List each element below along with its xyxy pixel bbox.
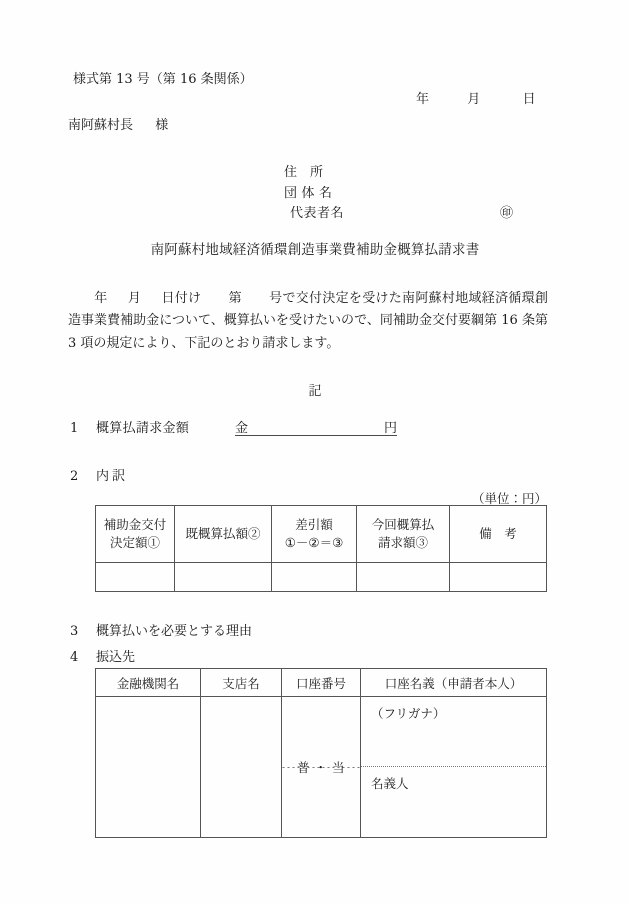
breakdown-header-grant-decision-line2: 決定額① bbox=[109, 535, 160, 550]
breakdown-cell-already-paid[interactable] bbox=[175, 563, 272, 592]
breakdown-cell-difference[interactable] bbox=[272, 563, 357, 592]
breakdown-cell-current-request[interactable] bbox=[357, 563, 450, 592]
breakdown-header-remarks-line1: 備 考 bbox=[479, 525, 517, 541]
item-2-row bbox=[70, 465, 128, 484]
breakdown-header-already-paid-line1: 既概算払額② bbox=[185, 525, 261, 541]
amount-input-field[interactable] bbox=[235, 417, 397, 436]
applicant-block bbox=[283, 161, 514, 223]
bank-header-branch: 支店名 bbox=[201, 669, 282, 697]
bank-header-row bbox=[96, 669, 547, 697]
breakdown-header-current-request-line1: 今回概算払 bbox=[371, 516, 435, 532]
bank-transfer-table bbox=[95, 668, 547, 838]
item-1-row bbox=[70, 417, 189, 436]
breakdown-header-current-request-line2: 請求額③ bbox=[377, 535, 428, 550]
date-day-label: 日 bbox=[522, 92, 536, 107]
item-3-row bbox=[70, 620, 252, 639]
item-1-label: 概算払請求金額 bbox=[96, 421, 190, 436]
date-year-label: 年 bbox=[416, 92, 430, 107]
date-month-label: 月 bbox=[467, 92, 481, 107]
body-number-prefix: 第 bbox=[228, 291, 242, 306]
bank-header-account-number: 口座番号 bbox=[282, 669, 361, 697]
bank-cell-account-name[interactable] bbox=[361, 697, 547, 838]
item-4-number: 4 bbox=[70, 650, 79, 665]
breakdown-cell-grant-decision[interactable] bbox=[96, 563, 175, 592]
body-year-label: 年 bbox=[94, 291, 108, 306]
bank-cell-institution[interactable] bbox=[96, 697, 201, 838]
breakdown-header-remarks bbox=[450, 506, 547, 563]
addressee-honorific: 様 bbox=[155, 118, 169, 133]
applicant-organization-label: 団体名 bbox=[284, 185, 337, 201]
document-title: 南阿蘇村地域経済循環創造事業費補助金概算払請求書 bbox=[150, 242, 480, 258]
bank-cell-branch[interactable] bbox=[201, 697, 282, 838]
item-1-number: 1 bbox=[70, 421, 79, 436]
applicant-org-row bbox=[283, 182, 344, 203]
bank-cell-account-type[interactable]: 普 ・ 当 bbox=[282, 697, 361, 838]
breakdown-header-row bbox=[96, 506, 547, 563]
ki-marker: 記 bbox=[308, 384, 322, 399]
account-name-holder-label: 名義人 bbox=[371, 776, 409, 791]
breakdown-header-difference-line2: ①－②＝③ bbox=[284, 535, 344, 550]
item-4-row bbox=[70, 646, 135, 665]
item-2-label: 内訳 bbox=[96, 469, 129, 484]
form-number: 様式第 13 号（第 16 条関係） bbox=[73, 72, 253, 87]
item-3-number: 3 bbox=[70, 624, 79, 639]
date-line bbox=[416, 88, 536, 107]
breakdown-header-current-request bbox=[357, 506, 450, 563]
breakdown-header-already-paid bbox=[175, 506, 272, 563]
bank-header-institution: 金融機関名 bbox=[96, 669, 201, 697]
bank-header-account-name: 口座名義（申請者本人） bbox=[361, 669, 547, 697]
breakdown-header-grant-decision-line1: 補助金交付 bbox=[103, 516, 167, 532]
applicant-address-row bbox=[283, 161, 344, 182]
breakdown-header-difference-line1: 差引額 bbox=[295, 516, 333, 532]
applicant-representative-label: 代表者名 bbox=[290, 206, 345, 221]
body-month-label: 月 bbox=[127, 291, 142, 306]
item-2-number: 2 bbox=[70, 469, 79, 484]
item-3-label: 概算払いを必要とする理由 bbox=[96, 624, 253, 639]
amount-prefix-label: 金 bbox=[235, 421, 249, 436]
account-name-furigana-label: （フリガナ） bbox=[361, 697, 546, 767]
breakdown-header-difference bbox=[272, 506, 357, 563]
addressee-name: 南阿蘇村長 bbox=[68, 118, 134, 133]
addressee-line bbox=[68, 114, 168, 133]
amount-suffix-label: 円 bbox=[383, 421, 397, 436]
unit-note: （単位：円） bbox=[472, 491, 548, 506]
breakdown-table bbox=[95, 505, 547, 592]
applicant-representative-row bbox=[283, 202, 514, 223]
item-4-label: 振込先 bbox=[96, 650, 136, 665]
body-day-label: 日付け bbox=[161, 291, 202, 306]
table-row bbox=[96, 563, 547, 592]
breakdown-header-grant-decision bbox=[96, 506, 175, 563]
breakdown-cell-remarks[interactable] bbox=[450, 563, 547, 592]
applicant-address-label: 住所 bbox=[284, 165, 337, 180]
table-row bbox=[96, 697, 547, 838]
seal-stamp-icon: ㊞ bbox=[500, 206, 514, 221]
body-main-text: 号で交付決定を受けた南阿蘇村地域経済循環創造事業費補助金について、概算払いを受けたいので、同補助金交付要綱第 16 条第 3 項の規定により、下記のとおり請求します。 bbox=[68, 291, 548, 351]
body-paragraph bbox=[68, 288, 548, 355]
